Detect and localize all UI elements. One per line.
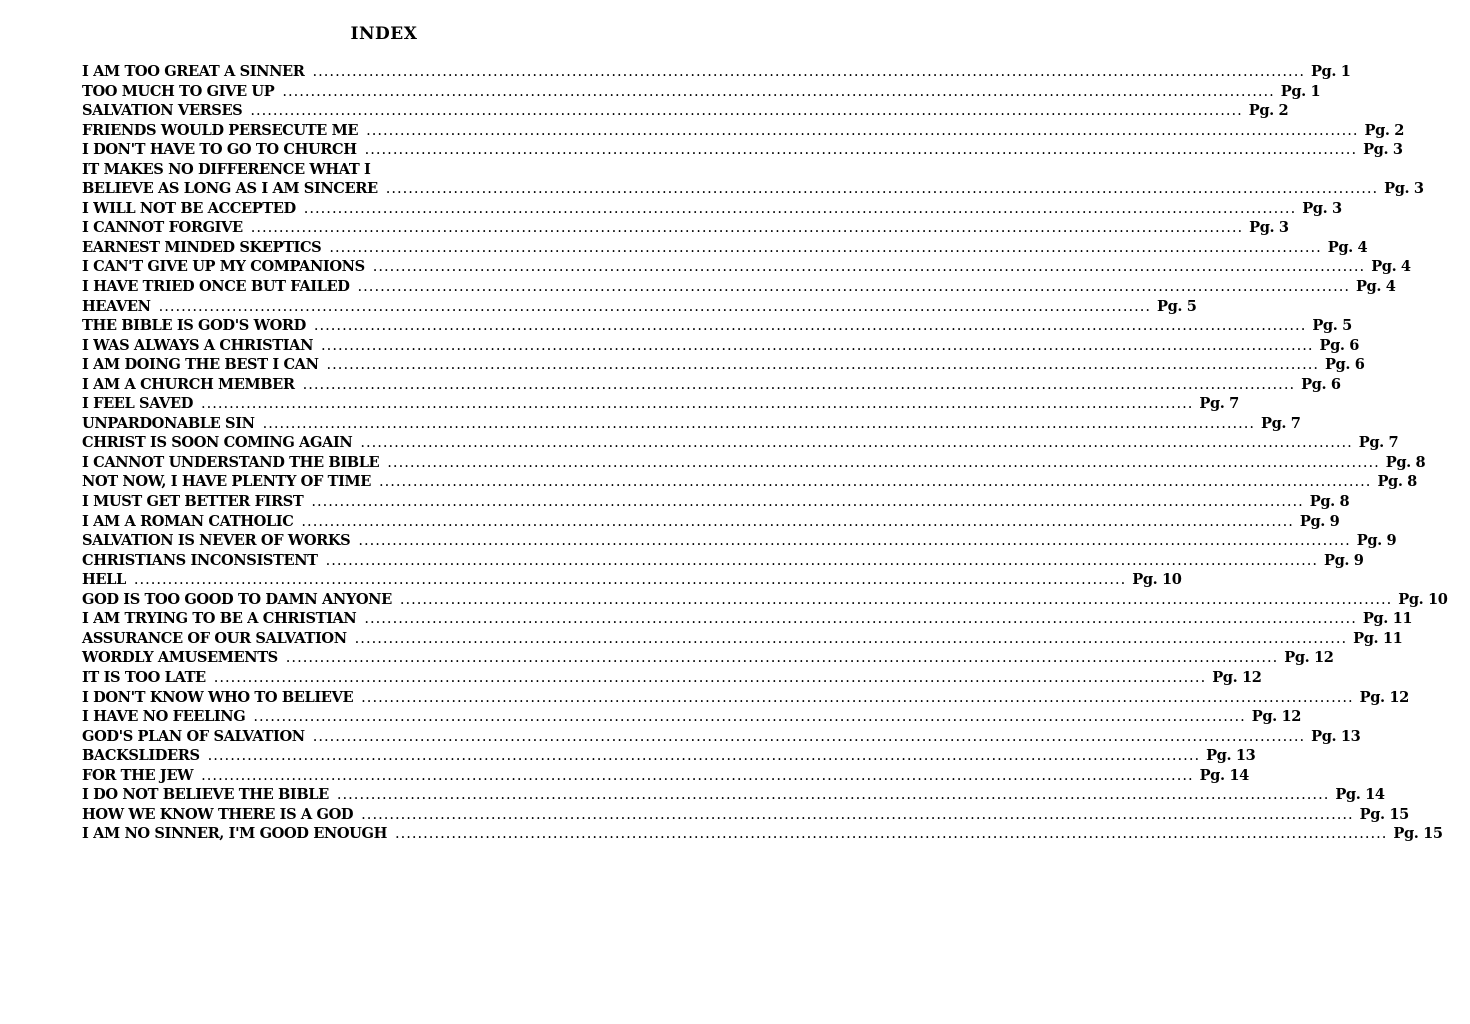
dot-leader [360,433,1352,453]
index-entry [82,297,1197,317]
index-entry-page: Pg. 7 [1358,434,1399,452]
index-entry [82,648,1334,668]
index-entry-topic: I AM A CHURCH MEMBER [82,375,295,393]
dot-leader [364,609,1356,629]
dot-leader [400,590,1392,610]
index-entry-topic: I HAVE NO FEELING [82,708,246,726]
index-entry-page: Pg. 4 [1355,278,1396,296]
index-entry-topic: CHRISTIANS INCONSISTENT [82,551,318,569]
index-entry [82,414,1301,434]
index-entry-page: Pg. 5 [1312,317,1352,335]
index-entry [82,121,1405,141]
dot-leader [358,531,1350,551]
index-entry-topic: I AM DOING THE BEST I CAN [82,356,319,374]
index-entry-page: Pg. 8 [1377,473,1417,491]
index-entry-topic: CHRIST IS SOON COMING AGAIN [82,434,353,452]
index-entry-page: Pg. 12 [1359,688,1409,706]
index-entry [82,316,1352,336]
dot-leader [386,179,1378,199]
dot-leader [313,62,1305,82]
dot-leader [201,766,1193,786]
dot-leader [214,668,1206,688]
index-entry-page: Pg. 5 [1157,297,1197,315]
index-entry-page: Pg. 1 [1310,63,1351,80]
index-entry-page: Pg. 12 [1251,708,1302,726]
dot-leader [361,805,1353,825]
index-entry-page: Pg. 13 [1206,747,1256,765]
index-entry-topic: HELL [82,571,126,589]
index-entry-page: Pg. 12 [1212,668,1262,686]
index-entry [82,355,1365,375]
dot-leader [329,238,1321,258]
index-entry [82,727,1361,747]
index-entry [82,688,1409,708]
index-entry [82,160,692,180]
index-entry-page: Pg. 1 [1280,82,1321,100]
index-entry [82,218,1289,238]
index-entry [82,746,1256,766]
index-entry [82,453,1426,473]
dot-leader [313,727,1305,747]
index-entry-topic: IT IS TOO LATE [82,668,206,686]
index-entry-page: Pg. 15 [1359,805,1409,823]
index-entry [82,140,1403,160]
dot-leader [263,414,1255,434]
dot-leader [282,82,1274,102]
index-entry [82,394,1239,414]
index-entry [82,238,1368,258]
index-entry-topic: I AM TRYING TO BE A CHRISTIAN [82,610,357,628]
index-entry-page: Pg. 8 [1309,493,1350,511]
index-entry-page: Pg. 6 [1324,356,1365,374]
dot-leader [134,570,1126,590]
index-entry [82,590,1448,610]
dot-leader [286,648,1278,668]
index-entry [82,707,1302,727]
index-entry [82,609,1413,629]
index-entry-page: Pg. 13 [1311,727,1361,745]
index-entry [82,629,1403,649]
index-entry-topic: GOD'S PLAN OF SALVATION [82,727,305,745]
index-entry [82,766,1249,786]
index-entry [82,824,1443,844]
index-entry-page: Pg. 12 [1284,649,1334,667]
index-list [82,62,1448,844]
index-entry-topic: IT MAKES NO DIFFERENCE WHAT I [82,160,371,178]
index-entry [82,62,1351,82]
dot-leader [201,394,1193,414]
index-entry-page: Pg. 10 [1132,571,1182,589]
index-entry-topic: GOD IS TOO GOOD TO DAMN ANYONE [82,590,392,608]
index-entry [82,472,1417,492]
dot-leader [303,375,1295,395]
dot-leader [373,257,1365,277]
index-entry-topic: SALVATION VERSES [82,102,243,120]
index-entry-topic: SALVATION IS NEVER OF WORKS [82,532,351,550]
index-entry-topic: I AM NO SINNER, I'M GOOD ENOUGH [82,825,387,843]
index-entry [82,570,1182,590]
dot-leader [301,512,1293,532]
index-entry [82,82,1321,102]
index-entry [82,805,1409,825]
dot-leader [395,824,1387,844]
index-entry-page: Pg. 6 [1319,336,1359,354]
index-entry-page: Pg. 11 [1353,629,1403,647]
index-entry [82,531,1397,551]
index-entry-page: Pg. 3 [1384,180,1424,198]
index-entry-topic: EARNEST MINDED SKEPTICS [82,238,322,256]
index-entry-topic: I AM A ROMAN CATHOLIC [82,512,294,530]
index-entry-page: Pg. 3 [1302,199,1342,217]
index-entry-topic: THE BIBLE IS GOD'S WORD [82,317,306,335]
index-entry-topic: I DON'T HAVE TO GO TO CHURCH [82,141,357,159]
index-entry-topic: I CANNOT UNDERSTAND THE BIBLE [82,453,380,471]
dot-leader [387,453,1379,473]
index-entry-page: Pg. 14 [1199,766,1249,784]
dot-leader [366,121,1358,141]
index-entry-topic: BELIEVE AS LONG AS I AM SINCERE [82,180,378,198]
index-entry-topic: I WILL NOT BE ACCEPTED [82,199,296,217]
index-entry-page: Pg. 2 [1364,121,1405,139]
index-entry-topic: BACKSLIDERS [82,747,200,765]
index-entry-page: Pg. 10 [1398,590,1448,608]
index-entry-page: Pg. 6 [1301,375,1341,393]
index-entry-page: Pg. 3 [1363,141,1403,159]
index-entry [82,375,1341,395]
page-title: INDEX [350,24,418,44]
dot-leader [355,629,1347,649]
index-entry [82,257,1411,277]
index-entry [82,492,1350,512]
index-entry-topic: HOW WE KNOW THERE IS A GOD [82,805,354,823]
dot-leader [159,297,1151,317]
dot-leader [327,355,1319,375]
dot-leader [304,199,1296,219]
index-entry-page: Pg. 2 [1248,102,1289,120]
index-entry-page: Pg. 4 [1371,258,1411,276]
index-entry-topic: I CANNOT FORGIVE [82,219,243,237]
index-entry-topic: NOT NOW, I HAVE PLENTY OF TIME [82,473,371,491]
dot-leader [361,688,1353,708]
index-entry-page: Pg. 15 [1393,825,1443,843]
index-entry-page: Pg. 4 [1327,238,1368,256]
index-entry [82,336,1359,356]
index-entry [82,785,1385,805]
dot-leader [253,707,1245,727]
index-entry [82,551,1364,571]
index-entry-page: Pg. 9 [1299,512,1340,530]
index-entry-topic: I WAS ALWAYS A CHRISTIAN [82,336,314,354]
dot-leader [358,277,1350,297]
dot-leader [311,492,1303,512]
index-entry-topic: I CAN'T GIVE UP MY COMPANIONS [82,258,365,276]
index-entry-page: Pg. 11 [1362,610,1413,628]
index-entry-topic: WORDLY AMUSEMENTS [82,649,278,667]
dot-leader [379,472,1371,492]
index-entry-page: Pg. 3 [1249,219,1289,237]
index-entry [82,277,1396,297]
index-entry [82,433,1399,453]
dot-leader [321,336,1313,356]
index-entry-topic: I DON'T KNOW WHO TO BELIEVE [82,688,354,706]
dot-leader [251,218,1243,238]
index-entry-topic: FRIENDS WOULD PERSECUTE ME [82,121,359,139]
index-entry-topic: I AM TOO GREAT A SINNER [82,63,305,80]
dot-leader [250,101,1242,121]
index-entry-topic: I FEEL SAVED [82,395,193,413]
dot-leader [337,785,1329,805]
index-entry [82,179,1424,199]
index-entry-page: Pg. 9 [1356,532,1397,550]
dot-leader [326,551,1318,571]
index-entry [82,512,1340,532]
index-entry-page: Pg. 14 [1335,786,1385,804]
dot-leader [314,316,1306,336]
dot-leader [208,746,1200,766]
index-entry [82,199,1342,219]
dot-leader [365,140,1357,160]
index-entry-page: Pg. 7 [1261,414,1301,432]
index-entry-page: Pg. 7 [1199,395,1239,413]
index-entry [82,668,1262,688]
index-entry-page: Pg. 8 [1385,453,1426,471]
index-entry-topic: TOO MUCH TO GIVE UP [82,82,275,100]
index-entry-page: Pg. 9 [1324,551,1364,569]
index-entry-topic: I MUST GET BETTER FIRST [82,493,304,511]
index-entry-topic: UNPARDONABLE SIN [82,414,255,432]
index-entry [82,101,1289,121]
index-entry-topic: FOR THE JEW [82,766,194,784]
index-entry-topic: I HAVE TRIED ONCE BUT FAILED [82,278,350,296]
index-entry-topic: I DO NOT BELIEVE THE BIBLE [82,786,329,804]
index-entry-topic: HEAVEN [82,297,151,315]
index-entry-topic: ASSURANCE OF OUR SALVATION [82,629,347,647]
